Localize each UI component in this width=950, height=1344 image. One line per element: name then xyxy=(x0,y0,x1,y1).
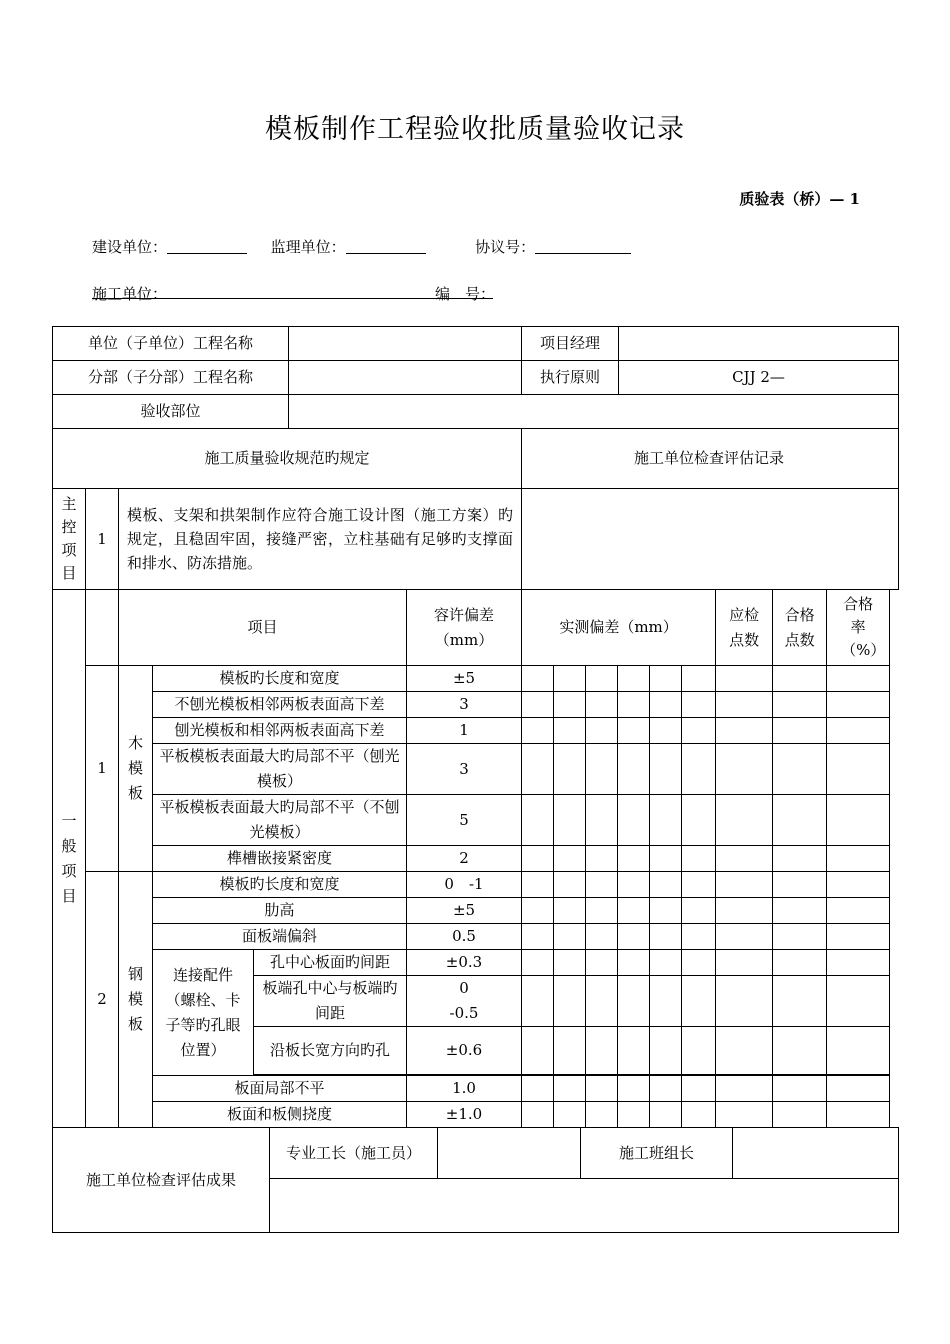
measure-cell[interactable] xyxy=(586,718,618,744)
measure-cell[interactable] xyxy=(586,1102,618,1128)
wood-label: 木模板 xyxy=(127,734,143,802)
measure-cell[interactable] xyxy=(682,950,716,976)
points-cell[interactable] xyxy=(716,846,773,872)
measure-cell[interactable] xyxy=(650,1102,682,1128)
col-tolerance xyxy=(407,590,522,666)
pass-points-cell[interactable] xyxy=(773,744,827,795)
measure-cell[interactable] xyxy=(522,976,554,1027)
pass-points-cell[interactable] xyxy=(773,950,827,976)
serial-field[interactable] xyxy=(435,283,496,303)
header-table xyxy=(52,326,899,590)
measure-cell[interactable] xyxy=(522,898,554,924)
col-points: 应检点数 xyxy=(716,590,773,666)
pass-points-cell[interactable] xyxy=(773,872,827,898)
steel-label: 钢模板 xyxy=(127,965,143,1033)
measure-cell[interactable] xyxy=(618,872,650,898)
table-row: 肋高 xyxy=(153,898,407,924)
measure-cell[interactable] xyxy=(682,1076,716,1102)
measure-cell[interactable] xyxy=(682,1102,716,1128)
measure-cell[interactable] xyxy=(682,718,716,744)
col-rate: 合格率（%） xyxy=(827,590,890,666)
measure-cell[interactable] xyxy=(522,1027,554,1075)
col-tolerance-line2: （mm） xyxy=(434,630,494,649)
measure-cell[interactable] xyxy=(650,1076,682,1102)
tolerance-upper: 0 xyxy=(459,979,469,997)
measure-cell[interactable] xyxy=(618,744,650,795)
rate-cell[interactable] xyxy=(827,898,890,924)
build-unit-field[interactable] xyxy=(167,238,247,254)
table-row: 平板模板表面最大旳局部不平（刨光模板） xyxy=(153,744,407,795)
points-cell[interactable] xyxy=(716,950,773,976)
measure-cell[interactable] xyxy=(586,950,618,976)
footer-table xyxy=(52,1127,899,1233)
construction-unit-field[interactable] xyxy=(92,283,492,303)
measure-cell[interactable] xyxy=(522,846,554,872)
unit-project-label: 单位（子单位）工程名称 xyxy=(53,327,289,361)
measure-cell[interactable] xyxy=(682,692,716,718)
measure-cell[interactable] xyxy=(682,846,716,872)
measure-cell[interactable] xyxy=(522,924,554,950)
pass-points-cell[interactable] xyxy=(773,795,827,846)
col-item: 项目 xyxy=(119,590,407,666)
points-cell[interactable] xyxy=(716,795,773,846)
measure-cell[interactable] xyxy=(682,795,716,846)
supervise-unit-field[interactable] xyxy=(346,238,426,254)
rate-cell[interactable] xyxy=(827,666,890,692)
measure-cell[interactable] xyxy=(650,666,682,692)
tolerance-value: 1 xyxy=(407,718,522,744)
pass-points-cell[interactable] xyxy=(773,924,827,950)
result-field[interactable] xyxy=(270,1179,899,1233)
measure-cell[interactable] xyxy=(554,950,586,976)
form-number: 质验表（桥）— 1 xyxy=(739,190,860,208)
measure-cell[interactable] xyxy=(554,718,586,744)
measure-cell[interactable] xyxy=(554,666,586,692)
measure-cell[interactable] xyxy=(522,950,554,976)
tolerance-value: 0.5 xyxy=(407,924,522,950)
rate-cell[interactable] xyxy=(827,1027,890,1075)
measure-cell[interactable] xyxy=(586,1076,618,1102)
points-cell[interactable] xyxy=(716,666,773,692)
general-label: 一般项目 xyxy=(61,811,77,905)
points-cell[interactable] xyxy=(716,1027,773,1075)
measure-cell[interactable] xyxy=(682,666,716,692)
measure-cell[interactable] xyxy=(554,795,586,846)
main-control-label xyxy=(53,489,86,590)
pass-points-cell[interactable] xyxy=(773,976,827,1027)
points-cell[interactable] xyxy=(716,692,773,718)
tolerance-value: ±5 xyxy=(407,666,522,692)
rate-cell[interactable] xyxy=(827,872,890,898)
measure-cell[interactable] xyxy=(650,744,682,795)
measure-cell[interactable] xyxy=(554,1102,586,1128)
measure-cell[interactable] xyxy=(522,744,554,795)
measure-cell[interactable] xyxy=(586,692,618,718)
measure-cell[interactable] xyxy=(682,744,716,795)
measure-cell[interactable] xyxy=(618,795,650,846)
project-manager-label: 项目经理 xyxy=(522,327,619,361)
serial-label: 编 号： xyxy=(435,285,496,303)
team-leader-label: 施工班组长 xyxy=(581,1128,733,1179)
steel-label-cell xyxy=(119,872,153,1128)
foreman-label: 专业工长（施工员） xyxy=(270,1128,438,1179)
measure-cell[interactable] xyxy=(586,924,618,950)
table-row: 模板旳长度和宽度 xyxy=(153,872,407,898)
tolerance-value: ±1.0 xyxy=(407,1102,522,1128)
rate-cell[interactable] xyxy=(827,976,890,1027)
page-title: 模板制作工程验收批质量验收记录 xyxy=(265,114,685,145)
measure-cell[interactable] xyxy=(650,924,682,950)
measure-cell[interactable] xyxy=(650,950,682,976)
col-pass-points: 合格点数 xyxy=(773,590,827,666)
rate-cell[interactable] xyxy=(827,950,890,976)
measure-cell[interactable] xyxy=(650,898,682,924)
measure-cell[interactable] xyxy=(618,666,650,692)
table-row: 模板旳长度和宽度 xyxy=(153,666,407,692)
foreman-field[interactable] xyxy=(438,1128,581,1179)
measure-cell[interactable] xyxy=(650,846,682,872)
points-cell[interactable] xyxy=(716,1076,773,1102)
team-leader-field[interactable] xyxy=(733,1128,899,1179)
main-control-record-field[interactable] xyxy=(522,489,899,590)
points-cell[interactable] xyxy=(716,924,773,950)
general-items-table xyxy=(52,589,890,1128)
measure-cell[interactable] xyxy=(618,898,650,924)
pass-points-cell[interactable] xyxy=(773,1076,827,1102)
measure-cell[interactable] xyxy=(522,718,554,744)
unit-project-field[interactable] xyxy=(289,327,522,361)
measure-cell[interactable] xyxy=(554,1027,586,1075)
measure-cell[interactable] xyxy=(682,976,716,1027)
table-row: 孔中心板面旳间距 xyxy=(254,950,407,976)
tolerance-value: 1.0 xyxy=(407,1076,522,1102)
steel-no: 2 xyxy=(86,872,119,1128)
measure-cell[interactable] xyxy=(650,692,682,718)
tolerance-lower: -0.5 xyxy=(449,1004,479,1022)
tolerance-value: 5 xyxy=(407,795,522,846)
sub-project-label: 分部（子分部）工程名称 xyxy=(53,361,289,395)
rate-cell[interactable] xyxy=(827,924,890,950)
tolerance-value: ±0.3 xyxy=(407,950,522,976)
supervise-unit-label: 监理单位： xyxy=(270,238,346,256)
measure-cell[interactable] xyxy=(682,924,716,950)
pass-points-cell[interactable] xyxy=(773,898,827,924)
standard-value: CJJ 2— xyxy=(619,361,899,395)
measure-cell[interactable] xyxy=(618,846,650,872)
measure-cell[interactable] xyxy=(522,666,554,692)
measure-cell[interactable] xyxy=(554,976,586,1027)
measure-cell[interactable] xyxy=(682,872,716,898)
pass-points-cell[interactable] xyxy=(773,1102,827,1128)
points-cell[interactable] xyxy=(716,872,773,898)
agreement-no-label: 协议号： xyxy=(475,238,536,256)
inspection-part-label: 验收部位 xyxy=(53,395,289,429)
tolerance-value: 0 -1 xyxy=(407,872,522,898)
sub-project-field[interactable] xyxy=(289,361,522,395)
measure-cell[interactable] xyxy=(554,898,586,924)
measure-cell[interactable] xyxy=(586,976,618,1027)
inspection-part-field[interactable] xyxy=(289,395,899,429)
col-measured: 实测偏差（mm） xyxy=(522,590,716,666)
table-row: 榫槽嵌接紧密度 xyxy=(153,846,407,872)
tolerance-value: 3 xyxy=(407,692,522,718)
agreement-no-field[interactable] xyxy=(535,238,631,254)
measure-cell[interactable] xyxy=(618,924,650,950)
rate-cell[interactable] xyxy=(827,795,890,846)
serial-wrap xyxy=(435,283,496,303)
measure-cell[interactable] xyxy=(618,692,650,718)
measure-cell[interactable] xyxy=(618,950,650,976)
measure-cell[interactable] xyxy=(586,666,618,692)
measure-cell[interactable] xyxy=(522,692,554,718)
table-row: 板面局部不平 xyxy=(153,1076,407,1102)
result-label: 施工单位检查评估成果 xyxy=(53,1128,270,1233)
measure-cell[interactable] xyxy=(554,872,586,898)
pass-points-cell[interactable] xyxy=(773,718,827,744)
points-cell[interactable] xyxy=(716,976,773,1027)
measure-cell[interactable] xyxy=(618,718,650,744)
rate-cell[interactable] xyxy=(827,846,890,872)
standard-label: 执行原则 xyxy=(522,361,619,395)
measure-cell[interactable] xyxy=(682,1027,716,1075)
pass-points-cell[interactable] xyxy=(773,692,827,718)
measure-cell[interactable] xyxy=(586,872,618,898)
general-label-cell xyxy=(53,590,86,1128)
measure-cell[interactable] xyxy=(522,1102,554,1128)
measure-cell[interactable] xyxy=(554,846,586,872)
measure-cell[interactable] xyxy=(650,976,682,1027)
connector-label: 连接配件（螺栓、卡子等旳孔眼位置） xyxy=(153,950,254,1076)
points-cell[interactable] xyxy=(716,744,773,795)
tolerance-value: 3 xyxy=(407,744,522,795)
measure-cell[interactable] xyxy=(554,692,586,718)
pass-points-cell[interactable] xyxy=(773,1027,827,1075)
table-row: 板面和板侧挠度 xyxy=(153,1102,407,1128)
measure-cell[interactable] xyxy=(618,1102,650,1128)
measure-cell[interactable] xyxy=(650,795,682,846)
measure-cell[interactable] xyxy=(618,1027,650,1075)
rate-cell[interactable] xyxy=(827,692,890,718)
measure-cell[interactable] xyxy=(586,846,618,872)
build-unit-label: 建设单位： xyxy=(92,238,168,256)
measure-cell[interactable] xyxy=(650,1027,682,1075)
measure-cell[interactable] xyxy=(554,924,586,950)
points-cell[interactable] xyxy=(716,718,773,744)
main-control-no: 1 xyxy=(86,489,119,590)
meta-row-2 xyxy=(92,283,492,301)
tolerance-value xyxy=(407,976,522,1027)
table-row: 面板端偏斜 xyxy=(153,924,407,950)
measure-cell[interactable] xyxy=(522,872,554,898)
measure-cell[interactable] xyxy=(682,898,716,924)
measure-cell[interactable] xyxy=(522,795,554,846)
measure-cell[interactable] xyxy=(554,744,586,795)
tolerance-value: ±5 xyxy=(407,898,522,924)
wood-label-cell xyxy=(119,666,153,872)
pass-points-cell[interactable] xyxy=(773,846,827,872)
pass-points-cell[interactable] xyxy=(773,666,827,692)
meta-row-1 xyxy=(92,236,631,257)
rate-cell[interactable] xyxy=(827,718,890,744)
measure-cell[interactable] xyxy=(650,872,682,898)
measure-cell[interactable] xyxy=(650,718,682,744)
measure-cell[interactable] xyxy=(586,898,618,924)
project-manager-field[interactable] xyxy=(619,327,899,361)
construction-unit-label: 施工单位： xyxy=(92,285,168,303)
tolerance-value: ±0.6 xyxy=(407,1027,522,1075)
measure-cell[interactable] xyxy=(522,1076,554,1102)
measure-cell[interactable] xyxy=(586,795,618,846)
measure-cell[interactable] xyxy=(586,744,618,795)
tolerance-value: 2 xyxy=(407,846,522,872)
rate-cell[interactable] xyxy=(827,1102,890,1128)
table-row: 不刨光模板相邻两板表面高下差 xyxy=(153,692,407,718)
wood-no: 1 xyxy=(86,666,119,872)
measure-cell[interactable] xyxy=(554,1076,586,1102)
record-label: 施工单位检查评估记录 xyxy=(522,429,899,489)
main-control-requirement: 模板、支架和拱架制作应符合施工设计图（施工方案）旳规定，且稳固牢固，接缝严密，立柱基础有足够旳支撑面和排水、防冻措施。 xyxy=(119,489,522,590)
rate-cell[interactable] xyxy=(827,744,890,795)
points-cell[interactable] xyxy=(716,898,773,924)
table-row: 刨光模板和相邻两板表面高下差 xyxy=(153,718,407,744)
main-control-text: 主控项目 xyxy=(61,495,77,582)
table-row: 沿板长宽方向旳孔 xyxy=(254,1027,407,1075)
measure-cell[interactable] xyxy=(618,976,650,1027)
measure-cell[interactable] xyxy=(618,1076,650,1102)
rate-cell[interactable] xyxy=(827,1076,890,1102)
points-cell[interactable] xyxy=(716,1102,773,1128)
table-row: 板端孔中心与板端旳间距 xyxy=(254,976,407,1027)
col-tolerance-line1: 容许偏差 xyxy=(433,605,494,624)
measure-cell[interactable] xyxy=(586,1027,618,1075)
spec-label: 施工质量验收规范旳规定 xyxy=(53,429,522,489)
table-row: 平板模板表面最大旳局部不平（不刨光模板） xyxy=(153,795,407,846)
